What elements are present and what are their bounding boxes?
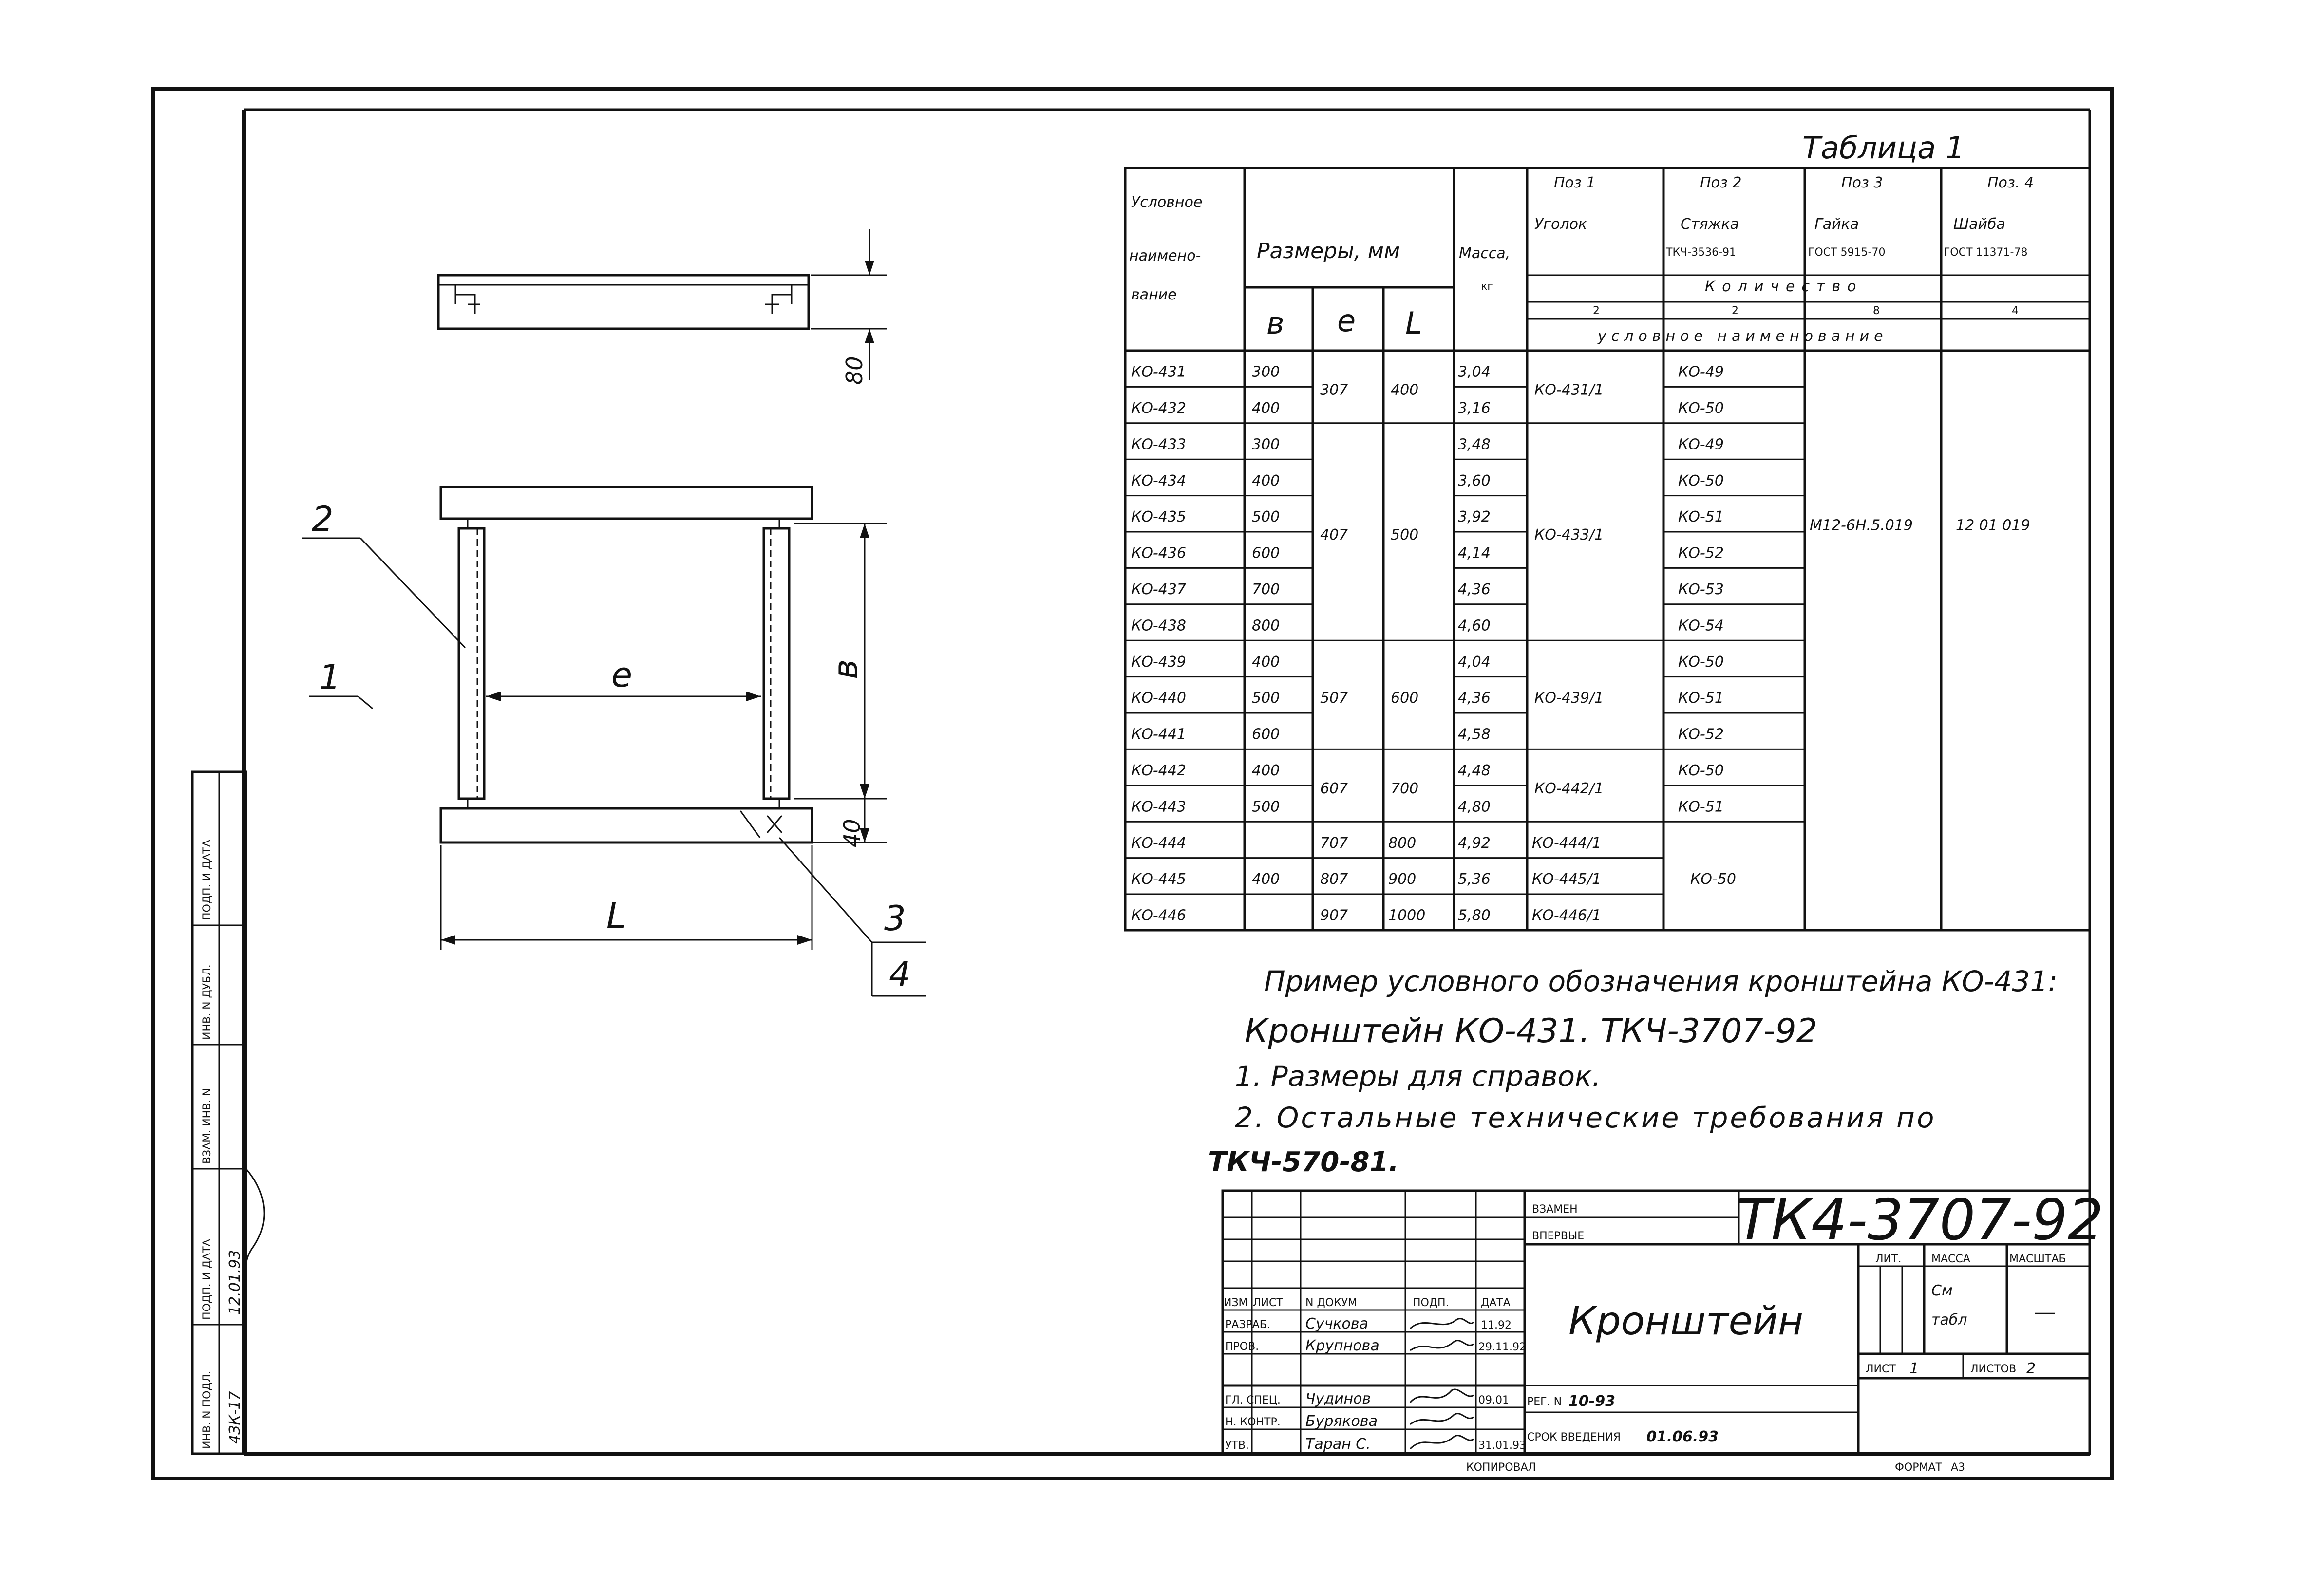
table-cell-mass: 3,92 [1458, 508, 1491, 526]
table-cell-pos2: КО-50 [1678, 762, 1724, 779]
table-cell-mass: 4,48 [1458, 762, 1491, 779]
table-cell-L: 700 [1391, 780, 1419, 797]
side-vzam-inv: ВЗАМ. ИНВ. N [201, 1088, 213, 1164]
table-cell-pos4: 12 01 019 [1956, 517, 2030, 534]
bracket-drawing [302, 229, 926, 996]
table-cell-pos2: КО-51 [1678, 798, 1724, 816]
table-cell-b: 600 [1252, 726, 1280, 743]
left-tie-rod [459, 528, 484, 799]
side-view-angle [438, 275, 809, 329]
tb-lit-label: ЛИТ. [1875, 1253, 1902, 1265]
dim-label-L: L [606, 895, 626, 936]
table-cell-b: 300 [1252, 363, 1280, 381]
tb-reg-label: РЕГ. N [1527, 1396, 1562, 1408]
note-2b: ТКЧ-570-81. [1208, 1146, 1399, 1178]
head-pos2: Поз 2 [1700, 174, 1742, 191]
table-cell-mass: 3,16 [1458, 399, 1491, 417]
tb-name: Кронштейн [1568, 1298, 1804, 1344]
tb-person-utv: Таран С. [1305, 1436, 1371, 1453]
table-cell-mass: 4,36 [1458, 580, 1491, 598]
head-pos4-name: Шайба [1953, 216, 2005, 233]
table-cell-pos1: КО-442/1 [1534, 780, 1604, 797]
callout-4: 4 [889, 954, 911, 994]
tb-srok-label: СРОК ВВЕДЕНИЯ [1527, 1431, 1621, 1443]
table-cell-name: КО-446 [1131, 907, 1186, 924]
table-cell-mass: 4,58 [1458, 726, 1491, 743]
table-cell-b: 800 [1252, 617, 1280, 635]
table-cell-name: КО-442 [1131, 762, 1186, 779]
table-cell-l: 907 [1320, 907, 1348, 924]
signature-prov [1410, 1341, 1474, 1350]
tb-srok-value: 01.06.93 [1646, 1428, 1719, 1445]
tb-col-izm: ИЗМ [1224, 1297, 1248, 1309]
table-cell-name: КО-434 [1131, 472, 1186, 489]
callout-1: 1 [319, 657, 341, 697]
side-stamp [192, 772, 264, 1454]
table-cell-L: 1000 [1388, 907, 1426, 924]
qty-1: 2 [1593, 305, 1600, 317]
table-cell-name: КО-431 [1131, 363, 1186, 381]
tb-copied: КОПИРОВАЛ [1466, 1461, 1536, 1474]
table-cell-name: КО-441 [1131, 726, 1186, 743]
table-cell-mass: 4,14 [1458, 544, 1491, 562]
table-cell-b: 700 [1252, 580, 1280, 598]
tb-date-utv: 31.01.93 [1478, 1440, 1526, 1452]
tb-role-razrab: РАЗРАБ. [1225, 1319, 1270, 1331]
dim-label-l: е [611, 655, 633, 695]
table-cell-b: 500 [1252, 508, 1280, 526]
table-cell-L: 500 [1391, 526, 1419, 543]
table-cell-L: 800 [1388, 834, 1417, 852]
title-block [1223, 1187, 2104, 1474]
tb-scale-label: МАСШТАБ [2009, 1253, 2066, 1265]
table-cell-name: КО-436 [1131, 544, 1186, 562]
head-designation-3: вание [1131, 286, 1177, 303]
dim-80: 80 [841, 356, 868, 385]
tb-sheet-label: ЛИСТ [1866, 1363, 1896, 1375]
tb-doc-code: ТК4-3707-92 [1737, 1187, 2104, 1253]
tb-date-razrab: 11.92 [1481, 1319, 1512, 1331]
table-cell-pos1: КО-431/1 [1534, 381, 1604, 399]
table-cell-pos1: КО-446/1 [1532, 907, 1602, 924]
callout-3: 3 [884, 898, 906, 938]
table-cell-pos2: КО-49 [1678, 436, 1724, 453]
table-cell-mass: 3,60 [1458, 472, 1491, 489]
dim-label-b: в [826, 659, 866, 679]
head-pos3: Поз 3 [1841, 174, 1883, 191]
table-cell-mass: 4,60 [1458, 617, 1491, 635]
table-cell-b: 600 [1252, 544, 1280, 562]
tb-sheets-value: 2 [2026, 1360, 2036, 1377]
tb-reg-value: 10-93 [1568, 1393, 1615, 1410]
side-inv-dubl: ИНВ. N ДУБЛ. [201, 964, 213, 1040]
head-cond-name: условное наименование [1598, 328, 1888, 345]
qty-4: 4 [2012, 305, 2019, 317]
tb-person-nkontr: Бурякова [1305, 1413, 1378, 1430]
table-cell-pos2: КО-50 [1678, 653, 1724, 671]
tb-role-nkontr: Н. КОНТР. [1225, 1416, 1281, 1428]
table-cell-b: 400 [1252, 870, 1280, 888]
signature-utv [1410, 1436, 1474, 1449]
tb-col-data: ДАТА [1481, 1297, 1511, 1309]
head-L: L [1405, 305, 1422, 341]
table-cell-l: 407 [1320, 526, 1348, 543]
head-pos2-name: Стяжка [1681, 216, 1739, 233]
table-cell-name: КО-433 [1131, 436, 1186, 453]
side-inv-podl: ИНВ. N ПОДЛ. [201, 1370, 213, 1449]
signature-nkontr [1410, 1414, 1474, 1424]
head-pos3-name: Гайка [1814, 216, 1859, 233]
side-podp-data2: ПОДП. И ДАТА [201, 840, 213, 920]
head-designation-2: наимено- [1129, 247, 1201, 264]
tb-col-list: ЛИСТ [1253, 1297, 1283, 1309]
table-cell-name: КО-444 [1131, 834, 1186, 852]
table-cell-name: КО-435 [1131, 508, 1186, 526]
head-mass-unit: кг [1481, 281, 1493, 293]
table-cell-L: 900 [1388, 871, 1417, 888]
bottom-angle [441, 808, 812, 842]
table-cell-name: КО-439 [1131, 653, 1186, 671]
tb-sheets-label: ЛИСТОВ [1970, 1363, 2017, 1375]
table-cell-pos2: КО-50 [1690, 870, 1736, 888]
note-example: Кронштейн КО-431. ТКЧ-3707-92 [1245, 1012, 1817, 1050]
right-tie-rod [764, 528, 789, 799]
table-cell-l: 707 [1320, 834, 1348, 852]
signature-razrab [1410, 1319, 1474, 1329]
tb-person-razrab: Сучкова [1305, 1315, 1368, 1332]
side-podp-value: 12.01.93 [227, 1250, 244, 1315]
tb-role-prov: ПРОВ. [1225, 1341, 1259, 1353]
side-view-hole-left [455, 285, 480, 314]
table-cell-l: 307 [1320, 381, 1348, 399]
tb-col-ndoc: N ДОКУМ [1305, 1297, 1357, 1309]
table-cell-pos2: КО-52 [1678, 544, 1724, 562]
table-cell-pos2: КО-49 [1678, 363, 1724, 381]
tb-vpervye: ВПЕРВЫЕ [1532, 1230, 1585, 1242]
table-cell-L: 600 [1391, 689, 1419, 707]
table-cell-name: КО-438 [1131, 617, 1186, 635]
side-inv-value: 4ЗК-17 [227, 1391, 244, 1444]
table-cell-name: КО-440 [1131, 690, 1186, 707]
table-cell-pos1: КО-445/1 [1532, 871, 1602, 888]
tb-date-glspec: 09.01 [1478, 1394, 1509, 1406]
tb-col-podp: ПОДП. [1413, 1297, 1449, 1309]
head-pos4-std: ГОСТ 11371-78 [1944, 246, 2028, 259]
table-cell-pos2: КО-50 [1678, 399, 1724, 417]
table-cell-mass: 4,92 [1458, 834, 1491, 852]
table-cell-mass: 4,80 [1458, 798, 1491, 816]
table-cell-pos1: КО-439/1 [1534, 689, 1604, 707]
table-cell-pos2: КО-50 [1678, 472, 1724, 489]
table-cell-pos2: КО-51 [1678, 508, 1724, 526]
nut-mark [767, 816, 782, 833]
table-cell-pos2: КО-52 [1678, 726, 1724, 743]
table-cell-b: 300 [1252, 436, 1280, 453]
qty-2: 2 [1732, 305, 1738, 317]
head-l-small: е [1337, 303, 1356, 338]
head-pos1: Поз 1 [1554, 174, 1596, 191]
table-cell-l: 807 [1320, 871, 1348, 888]
table-title: Таблица 1 [1802, 130, 1965, 166]
table-cell-name: КО-437 [1131, 580, 1186, 598]
table-cell-name: КО-443 [1131, 798, 1186, 816]
table-cell-name: КО-445 [1131, 871, 1186, 888]
head-pos3-std: ГОСТ 5915-70 [1808, 246, 1886, 259]
table-cell-b: 500 [1252, 690, 1280, 707]
table-cell-b: 400 [1252, 762, 1280, 779]
head-pos1-name: Уголок [1534, 216, 1587, 233]
tb-scale-value: — [2034, 1299, 2056, 1325]
note-1: 1. Размеры для справок. [1235, 1060, 1601, 1093]
table-cell-pos1: КО-444/1 [1532, 834, 1602, 852]
head-b: в [1266, 305, 1285, 341]
note-2a: 2. Остальные технические требования по [1235, 1101, 1936, 1134]
table-1 [1125, 130, 2090, 930]
side-view-hole-right [765, 285, 792, 314]
head-quantity: Количество [1705, 278, 1863, 295]
table-cell-pos1: КО-433/1 [1534, 526, 1604, 543]
tb-format-value: А3 [1951, 1461, 1965, 1474]
table-cell-L: 400 [1391, 381, 1419, 399]
table-cell-b: 400 [1252, 472, 1280, 489]
tb-date-prov: 29.11.92 [1478, 1341, 1526, 1353]
table-cell-pos2: КО-51 [1678, 690, 1724, 707]
head-pos2-std: ТКЧ-3536-91 [1666, 246, 1736, 259]
tb-sheet-value: 1 [1909, 1360, 1919, 1377]
tb-mass-value2: табл [1931, 1311, 1967, 1329]
table-cell-mass: 3,04 [1458, 363, 1491, 381]
table-cell-b: 500 [1252, 798, 1280, 816]
tb-vzamen: ВЗАМЕН [1532, 1203, 1578, 1216]
table-cell-b: 400 [1252, 399, 1280, 417]
table-cell-pos2: КО-54 [1678, 617, 1724, 635]
tb-format: ФОРМАТ [1895, 1461, 1942, 1474]
notes [1208, 965, 2058, 1178]
top-angle [441, 487, 812, 519]
tb-role-glspec: ГЛ. СПЕЦ. [1225, 1394, 1281, 1406]
head-pos4: Поз. 4 [1987, 174, 2034, 191]
table-cell-mass: 3,48 [1458, 436, 1491, 453]
head-designation-1: Условное [1131, 194, 1203, 211]
tb-mass-label: МАССА [1931, 1253, 1970, 1265]
table-cell-pos3: М12-6Н.5.019 [1810, 517, 1913, 534]
table-cell-l: 507 [1320, 689, 1348, 707]
table-cell-mass: 5,36 [1458, 871, 1491, 888]
table-cell-mass: 4,36 [1458, 690, 1491, 707]
table-cell-b: 400 [1252, 653, 1280, 671]
note-example-intro: Пример условного обозначения кронштейна КО-431: [1264, 965, 2058, 998]
qty-3: 8 [1873, 305, 1880, 317]
table-cell-name: КО-432 [1131, 399, 1186, 417]
tb-person-prov: Крупнова [1305, 1337, 1379, 1354]
tb-role-utv: УТВ. [1225, 1440, 1249, 1452]
head-mass: Масса, [1459, 245, 1511, 262]
side-podp-data: ПОДП. И ДАТА [201, 1239, 213, 1320]
table-cell-pos2: КО-53 [1678, 580, 1724, 598]
signature-glspec [1410, 1389, 1474, 1403]
head-sizes: Размеры, мм [1257, 239, 1400, 263]
callout-2: 2 [312, 499, 334, 539]
dim-40: 40 [839, 819, 865, 847]
tb-mass-value: См [1931, 1282, 1953, 1299]
table-cell-mass: 5,80 [1458, 907, 1491, 924]
table-cell-l: 607 [1320, 780, 1348, 797]
table-cell-mass: 4,04 [1458, 653, 1491, 671]
tb-person-glspec: Чудинов [1305, 1390, 1371, 1407]
